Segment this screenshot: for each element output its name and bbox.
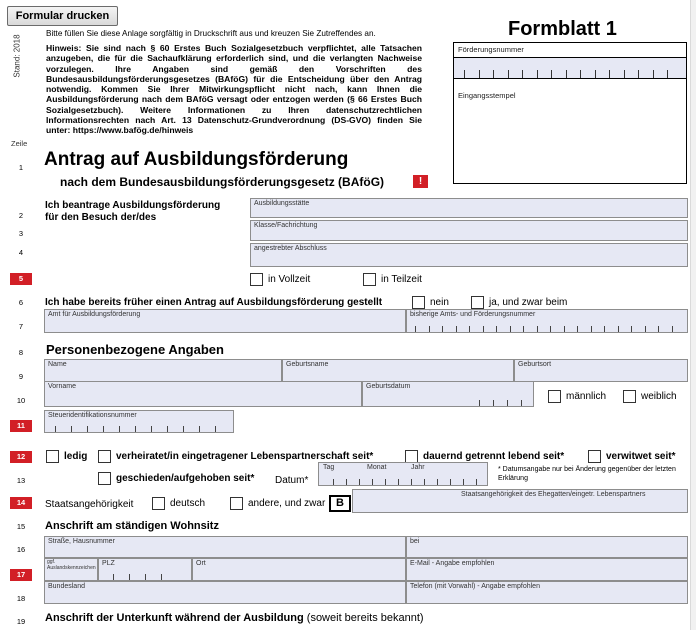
verwitwet-label: verwitwet seit* [606, 451, 676, 462]
hinweis-text: Hinweis: Sie sind nach § 60 Erstes Buch Sozialgesetzbuch verpflichtet, alle Tatsachen anzugeben, die für die Sachaufklärung erforderlich sind, und die verlangten Nachweise vorzulegen. Ihre Angaben sind gemäß den Vorschriften des Bundesausbildungsförderungsgesetzes (BAföG) für die Entscheidung über den Antrag notwendig. Kommen Sie Ihrer Mitwirkungspflicht nicht nach, kann Ihnen die Ausbildungsförderung nach dem BAföG versagt oder entzogen werden (§ 66 Erstes Buch Sozialgesetzbuch). Weitere Informationen zu Ihren datenschutzrechtlichen Informationsrechten nach Art. 13 Datenschutz-Grundverordnung (DS-GVO) finden Sie unter: https://www.bafög.de/hinweis [46, 43, 422, 136]
monat-label: Monat [367, 464, 387, 471]
tick-mark [672, 326, 673, 332]
tick-mark [145, 574, 146, 580]
eingangsstempel-box [453, 42, 687, 184]
jahr-label: Jahr [411, 464, 425, 471]
email-label: E-Mail - Angabe empfohlen [410, 560, 495, 567]
geburtsort-label: Geburtsort [518, 361, 552, 368]
formblatt-title: Formblatt 1 [508, 18, 617, 40]
alert-icon[interactable]: ! [413, 175, 428, 188]
abschluss-label: angestrebter Abschluss [254, 245, 327, 252]
deutsch-label: deutsch [170, 498, 206, 509]
tick-mark [658, 326, 659, 332]
steuer-id-label: Steueridentifikationsnummer [48, 412, 137, 419]
staatsangehoerigkeit-label: Staatsangehörigkeit [45, 499, 134, 510]
strasse-label: Straße, Hausnummer [48, 538, 115, 545]
bundesland-label: Bundesland [48, 583, 85, 590]
tick-mark [591, 326, 592, 332]
line-number: 3 [18, 229, 24, 238]
ort-field[interactable] [192, 558, 406, 581]
tick-mark [645, 326, 646, 332]
line-number: 18 [16, 594, 26, 603]
bei-field[interactable] [406, 536, 688, 558]
tick-mark [398, 479, 399, 485]
line-number: 6 [18, 298, 24, 307]
tick-mark [493, 70, 494, 78]
bundesland-field[interactable] [44, 581, 406, 604]
beantrage-label: Ich beantrage Ausbildungsförderung für den Besuch der/des [45, 200, 221, 223]
tick-mark [129, 574, 130, 580]
teilzeit-label: in Teilzeit [381, 274, 422, 285]
tag-label: Tag [323, 464, 335, 471]
tick-mark [469, 326, 470, 332]
ledig-label: ledig [64, 451, 88, 462]
eingangsstempel-label: Eingangsstempel [458, 91, 516, 100]
getrennt-label: dauernd getrennt lebend seit* [423, 451, 565, 462]
ort-label: Ort [196, 560, 206, 567]
tick-mark [151, 426, 152, 432]
tick-mark [604, 326, 605, 332]
abschluss-field[interactable] [250, 243, 688, 267]
tick-mark [135, 426, 136, 432]
foerderungsnummer-label: Förderungsnummer [458, 45, 524, 54]
email-field[interactable] [406, 558, 688, 581]
tick-mark [437, 479, 438, 485]
tick-mark [55, 426, 56, 432]
zeile-label: Zeile [11, 139, 28, 148]
ausbildungsstaette-field[interactable] [250, 198, 688, 218]
tick-mark [87, 426, 88, 432]
tick-mark [577, 326, 578, 332]
vorname-field[interactable] [44, 381, 362, 407]
tick-mark [479, 400, 480, 406]
tick-mark [631, 326, 632, 332]
bisherige-nr-label: bisherige Amts- und Förderungsnummer [410, 311, 536, 318]
line-number: 9 [18, 372, 24, 381]
tick-mark [333, 479, 334, 485]
tick-mark [479, 70, 480, 78]
tick-mark [183, 426, 184, 432]
staats-ehegatten-label: Staatsangehörigkeit des Ehegatten/eingetr. Lebenspartners [461, 491, 646, 498]
tick-mark [215, 426, 216, 432]
weiblich-checkbox[interactable] [623, 390, 636, 403]
tick-mark [429, 326, 430, 332]
tick-mark [346, 479, 347, 485]
tick-mark [483, 326, 484, 332]
tick-mark [609, 70, 610, 78]
bisherige-nr-field[interactable] [406, 309, 688, 333]
tick-mark [496, 326, 497, 332]
foerderungsnummer-field[interactable] [454, 57, 686, 79]
line-number: 19 [16, 617, 26, 626]
verheiratet-label: verheiratet/in eingetragener Lebenspartnerschaft seit* [116, 451, 374, 462]
deutsch-checkbox[interactable] [152, 497, 165, 510]
line-number: 14 [10, 497, 32, 509]
name-field[interactable] [44, 359, 282, 382]
staatsangehoerigkeit-field[interactable] [352, 489, 688, 513]
tick-mark [161, 574, 162, 580]
tick-mark [537, 70, 538, 78]
geschieden-checkbox[interactable] [98, 472, 111, 485]
tick-mark [103, 426, 104, 432]
page-subtitle: nach dem Bundesausbildungsförderungsgesetz (BAföG) [60, 175, 385, 189]
tick-mark [199, 426, 200, 432]
ja-checkbox[interactable] [471, 296, 484, 309]
line-number: 4 [18, 248, 24, 257]
tick-mark [522, 70, 523, 78]
tick-mark [523, 326, 524, 332]
weiblich-label: weiblich [641, 391, 677, 402]
datum-label: Datum* [275, 475, 309, 486]
teilzeit-checkbox[interactable] [363, 273, 376, 286]
tick-mark [424, 479, 425, 485]
tick-mark [667, 70, 668, 78]
maennlich-checkbox[interactable] [548, 390, 561, 403]
telefon-label: Telefon (mit Vorwahl) - Angabe empfohlen [410, 583, 540, 590]
unterkunft-heading [45, 612, 424, 624]
tick-mark [537, 326, 538, 332]
tick-mark [442, 326, 443, 332]
geschieden-label: geschieden/aufgehoben seit* [116, 473, 255, 484]
amt-field[interactable] [44, 309, 406, 333]
nein-checkbox[interactable] [412, 296, 425, 309]
tick-mark [372, 479, 373, 485]
tick-mark [385, 479, 386, 485]
line-number: 10 [16, 396, 26, 405]
andere-checkbox[interactable] [230, 497, 243, 510]
ja-label: ja, und zwar beim [489, 297, 568, 308]
tick-mark [463, 479, 464, 485]
datum-field[interactable] [318, 462, 488, 486]
print-form-button[interactable]: Formular drucken [7, 6, 118, 26]
tick-mark [167, 426, 168, 432]
line-number: 1 [18, 163, 24, 172]
datum-note: * Datumsangabe nur bei Änderung gegenüber der letzten Erklärung [498, 466, 676, 482]
tick-mark [521, 400, 522, 406]
geburtsdatum-label: Geburtsdatum [366, 383, 411, 390]
tick-mark [411, 479, 412, 485]
b-marker: B [329, 495, 351, 512]
scrollbar[interactable] [690, 0, 696, 630]
tick-mark [595, 70, 596, 78]
strasse-field[interactable] [44, 536, 406, 558]
vollzeit-label: in Vollzeit [268, 274, 311, 285]
line-number: 8 [18, 348, 24, 357]
telefon-field[interactable] [406, 581, 688, 604]
intro-text: Bitte füllen Sie diese Anlage sorgfältig in Druckschrift aus und kreuzen Sie Zutreffendes an. [46, 29, 376, 38]
tick-mark [113, 574, 114, 580]
tick-mark [464, 70, 465, 78]
line-number: 11 [10, 420, 32, 432]
andere-label: andere, und zwar [248, 498, 326, 509]
tick-mark [71, 426, 72, 432]
tick-mark [638, 70, 639, 78]
tick-mark [550, 326, 551, 332]
maennlich-label: männlich [566, 391, 607, 402]
name-label: Name [48, 361, 67, 368]
amt-label: Amt für Ausbildungsförderung [48, 311, 141, 318]
geburtsdatum-field[interactable] [362, 381, 534, 407]
auslandskennzeichen-field[interactable] [44, 558, 98, 581]
bei-label: bei [410, 538, 420, 545]
tick-mark [507, 400, 508, 406]
vollzeit-checkbox[interactable] [250, 273, 263, 286]
ggf-label: ggf. Auslandskennzeichen [47, 559, 96, 571]
unterkunft-label: Anschrift der Unterkunft während der Ausbildung [45, 612, 304, 624]
tick-mark [415, 326, 416, 332]
geburtsort-field[interactable] [514, 359, 688, 382]
klasse-label: Klasse/Fachrichtung [254, 222, 318, 229]
tick-mark [450, 479, 451, 485]
ledig-checkbox[interactable] [46, 450, 59, 463]
nein-label: nein [430, 297, 449, 308]
verwitwet-checkbox[interactable] [588, 450, 601, 463]
personen-heading: Personenbezogene Angaben [46, 342, 224, 357]
plz-field[interactable] [98, 558, 192, 581]
tick-mark [119, 426, 120, 432]
ausbildungsstaette-label: Ausbildungsstätte [254, 200, 310, 207]
stand-label: Stand: 2018 [12, 34, 22, 78]
tick-mark [618, 326, 619, 332]
geburtsname-field[interactable] [282, 359, 514, 382]
plz-label: PLZ [102, 560, 115, 567]
tick-mark [551, 70, 552, 78]
frueher-label: Ich habe bereits früher einen Antrag auf Ausbildungsförderung gestellt [45, 297, 383, 308]
geburtsname-label: Geburtsname [286, 361, 329, 368]
tick-mark [456, 326, 457, 332]
steuer-id-field[interactable] [44, 410, 234, 433]
line-number: 13 [16, 476, 26, 485]
line-number: 17 [10, 569, 32, 581]
tick-mark [566, 70, 567, 78]
tick-mark [624, 70, 625, 78]
tick-mark [564, 326, 565, 332]
line-number: 12 [10, 451, 32, 463]
tick-mark [476, 479, 477, 485]
tick-mark [653, 70, 654, 78]
tick-mark [580, 70, 581, 78]
tick-mark [493, 400, 494, 406]
line-number: 5 [10, 273, 32, 285]
verheiratet-checkbox[interactable] [98, 450, 111, 463]
tick-mark [359, 479, 360, 485]
line-number: 15 [16, 522, 26, 531]
unterkunft-note: (soweit bereits bekannt) [306, 612, 424, 624]
tick-mark [508, 70, 509, 78]
anschrift-heading: Anschrift am ständigen Wohnsitz [45, 520, 219, 532]
line-number: 7 [18, 322, 24, 331]
page-title: Antrag auf Ausbildungsförderung [44, 149, 349, 170]
klasse-field[interactable] [250, 220, 688, 241]
line-number: 2 [18, 211, 24, 220]
tick-mark [510, 326, 511, 332]
line-number: 16 [16, 545, 26, 554]
vorname-label: Vorname [48, 383, 77, 390]
